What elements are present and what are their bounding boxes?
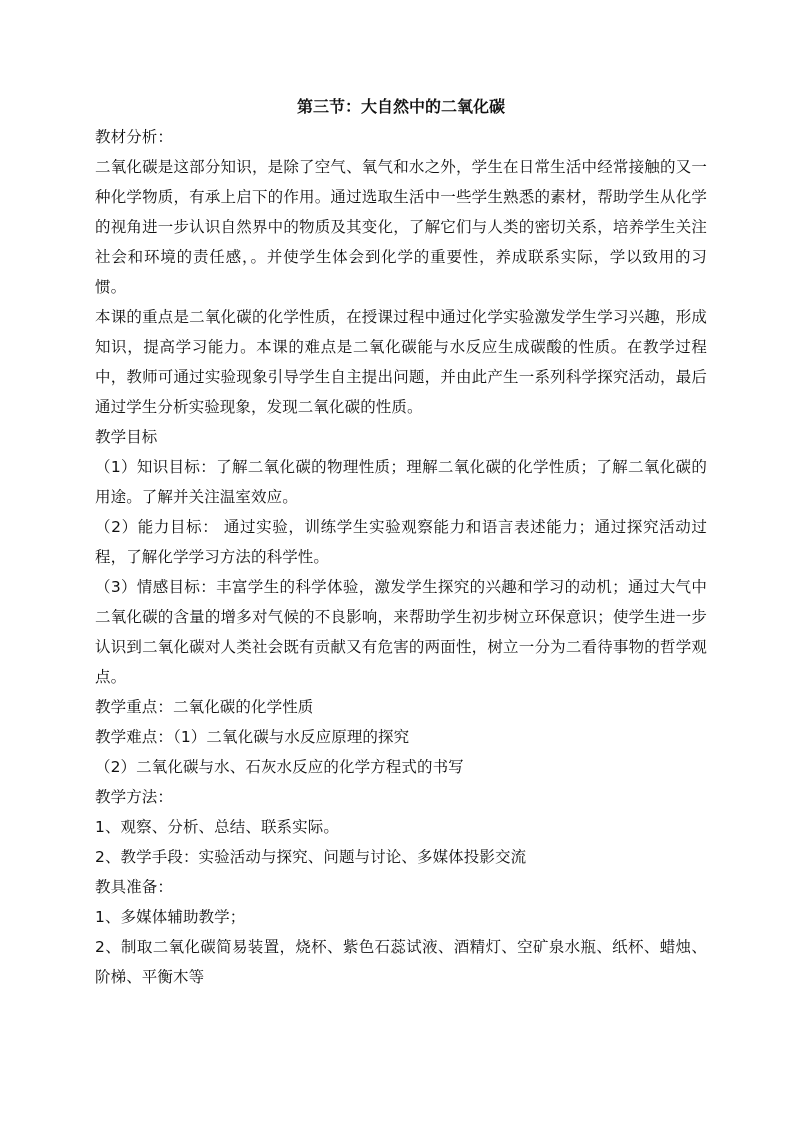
goal-emotion: （3）情感目标：丰富学生的科学体验，激发学生探究的兴趣和学习的动机；通过大气中二氧化碳的含量的增多对气候的不良影响，来帮助学生初步树立环保意识；使学生进一步认识到二氧化碳对人类社会既有贡献又有危害的两面性，树立一分为二看待事物的哲学观点。 <box>95 578 707 686</box>
method-item-2: 2、教学手段：实验活动与探究、问题与讨论、多媒体投影交流 <box>95 848 527 866</box>
textbook-analysis-paragraph-2: 本课的重点是二氧化碳的化学性质，在授课过程中通过化学实验激发学生学习兴趣，形成知识，提高学习能力。本课的难点是二氧化碳能与水反应生成碳酸的性质。在教学过程中，教师可通过实验现象引导学生自主提出问题，并由此产生一系列科学探究活动，最后通过学生分析实验现象，发现二氧化碳的性质。 <box>95 308 707 416</box>
section-heading-methods: 教学方法： <box>95 788 174 806</box>
section-heading-equipment: 教具准备： <box>95 878 174 896</box>
teaching-key-point: 教学重点：二氧化碳的化学性质 <box>95 698 314 716</box>
section-heading-textbook-analysis: 教材分析： <box>95 128 174 146</box>
document-title: 第三节：大自然中的二氧化碳 <box>296 97 505 116</box>
textbook-analysis-paragraph-1: 二氧化碳是这部分知识，是除了空气、氧气和水之外，学生在日常生活中经常接触的又一种化学物质，有承上启下的作用。通过选取生活中一些学生熟悉的素材，帮助学生从化学的视角进一步认识自然界中的物质及其变化，了解它们与人类的密切关系，培养学生关注社会和环境的责任感，。并使学生体会到化学的重要性，养成联系实际，学以致用的习惯。 <box>95 158 707 296</box>
equipment-item-1: 1、多媒体辅助教学； <box>95 908 246 926</box>
goal-knowledge: （1）知识目标：了解二氧化碳的物理性质；理解二氧化碳的化学性质；了解二氧化碳的用途。了解并关注温室效应。 <box>95 458 707 506</box>
equipment-item-2: 2、制取二氧化碳简易装置，烧杯、紫色石蕊试液、酒精灯、空矿泉水瓶、纸杯、蜡烛、阶梯、平衡木等 <box>95 938 707 986</box>
document-page <box>95 92 707 992</box>
teaching-difficulty-2: （2）二氧化碳与水、石灰水反应的化学方程式的书写 <box>95 758 464 776</box>
section-heading-teaching-goals: 教学目标 <box>95 428 158 446</box>
goal-ability: （2）能力目标： 通过实验，训练学生实验观察能力和语言表述能力；通过探究活动过程，了解化学学习方法的科学性。 <box>95 518 707 566</box>
method-item-1: 1、观察、分析、总结、联系实际。 <box>95 818 339 836</box>
teaching-difficulty-1: 教学难点：（1）二氧化碳与水反应原理的探究 <box>95 728 410 746</box>
